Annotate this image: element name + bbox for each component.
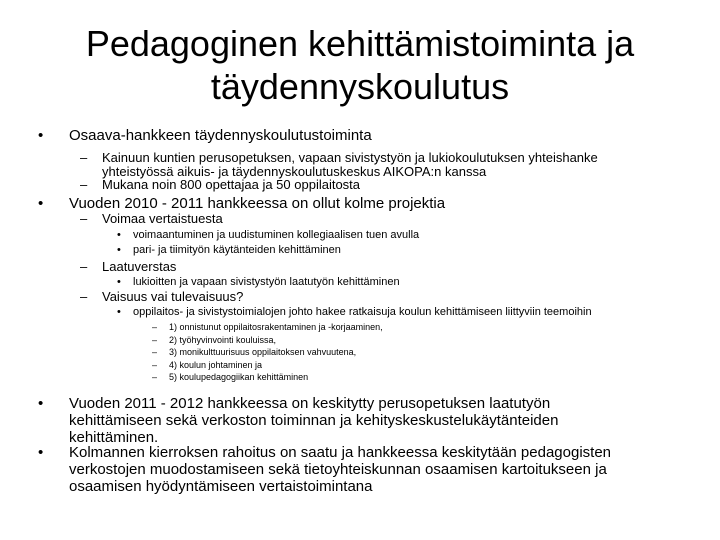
slide-title	[0, 22, 720, 108]
dash-marker: –	[80, 177, 88, 192]
sub-bullet-line: yhteistyössä aikuis- ja täydennyskoulutuskeskus AIKOPA:n kanssa	[102, 164, 487, 179]
dash-marker: –	[80, 211, 88, 226]
sub-bullet-text: Voimaa vertaistuesta	[102, 211, 223, 226]
dash-marker: –	[152, 334, 158, 345]
bullet-line: kehittämiseen sekä verkoston toiminnan ja kehityskeskustelukäytänteiden	[69, 412, 559, 429]
bullet-text	[69, 444, 611, 495]
bullet-marker: •	[38, 444, 44, 461]
dash-marker: –	[152, 322, 158, 332]
bullet-marker: •	[117, 229, 121, 241]
list-item: 5) koulupedagogiikan kehittäminen	[169, 372, 309, 382]
sub-sub-bullet-text: voimaantuminen ja uudistuminen kollegiaalisen tuen avulla	[133, 229, 420, 241]
dash-marker: –	[152, 372, 158, 382]
title-line-2: täydennyskoulutus	[210, 66, 510, 107]
dash-marker: –	[152, 359, 158, 370]
bullet-marker: •	[117, 244, 121, 256]
bullet-text	[69, 395, 558, 446]
sub-sub-bullet-text: oppilaitos- ja sivistystoimialojen johto hakee ratkaisuja koulun kehittämiseen liittyviin teemoihin	[133, 306, 592, 318]
sub-sub-bullet-text: lukioitten ja vapaan sivistystyön laatutyön kehittäminen	[133, 276, 400, 288]
bullet-marker: •	[117, 306, 121, 318]
bullet-marker: •	[38, 395, 44, 412]
sub-bullet-text: Vaisuus vai tulevaisuus?	[102, 289, 244, 304]
bullet-marker: •	[117, 276, 121, 288]
bullet-line: Kolmannen kierroksen rahoitus on saatu ja hankkeessa keskitytään pedagogisten	[69, 444, 612, 461]
dash-list-markers	[152, 321, 157, 384]
bullet-line: verkostojen muodostamiseen sekä tietoyhteiskunnan osaamisen kartoitukseen ja	[69, 461, 607, 478]
sub-bullet-line: Kainuun kuntien perusopetuksen, vapaan sivistystyön ja lukiokoulutuksen yhteishanke	[102, 150, 598, 165]
sub-sub-bullet-text: pari- ja tiimityön käytänteiden kehittäminen	[133, 244, 341, 256]
bullet-line: osaamisen hyödyntämiseen vertaistoimintana	[69, 478, 373, 495]
dash-marker: –	[80, 259, 88, 274]
title-line-1: Pedagoginen kehittämistoiminta ja	[85, 23, 635, 64]
theme-list	[169, 321, 383, 384]
sub-bullet-text: Laatuverstas	[102, 259, 177, 274]
dash-marker: –	[80, 289, 88, 304]
sub-bullet-text: Mukana noin 800 opettajaa ja 50 oppilaitosta	[102, 177, 361, 192]
dash-marker: –	[152, 347, 158, 357]
bullet-line: kehittäminen.	[69, 429, 159, 446]
dash-marker: –	[80, 150, 88, 165]
bullet-marker: •	[38, 195, 44, 212]
bullet-text: Vuoden 2010 - 2011 hankkeessa on ollut kolme projektia	[69, 195, 446, 212]
list-item: 1) onnistunut oppilaitosrakentaminen ja -korjaaminen,	[169, 322, 383, 332]
list-item: 4) koulun johtaminen ja	[169, 359, 263, 370]
list-item: 3) monikulttuurisuus oppilaitoksen vahvuutena,	[169, 347, 357, 357]
list-item: 2) työhyvinvointi kouluissa,	[169, 334, 277, 345]
sub-bullet-text	[102, 151, 598, 179]
bullet-line: Vuoden 2011 - 2012 hankkeessa on keskitytty perusopetuksen laatutyön	[69, 395, 551, 412]
bullet-text: Osaava-hankkeen täydennyskoulutustoiminta	[69, 127, 372, 144]
bullet-marker: •	[38, 127, 44, 144]
